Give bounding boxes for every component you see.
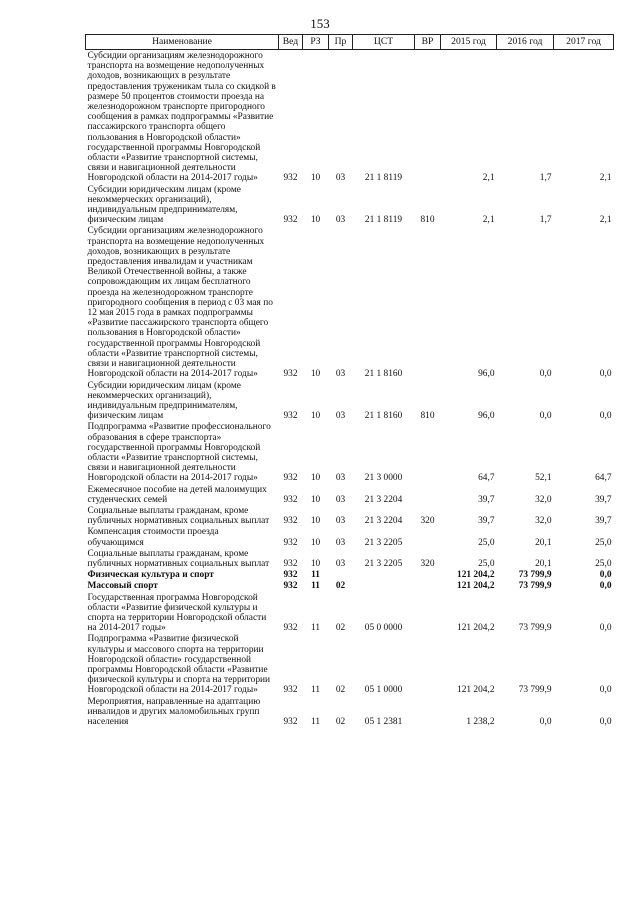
cell-pr: 03 bbox=[335, 473, 346, 484]
table-row bbox=[86, 633, 614, 695]
cell-y2017: 0,0 bbox=[599, 411, 612, 422]
header-name: Наименование bbox=[86, 35, 279, 50]
cell-vr bbox=[415, 592, 441, 634]
cell-y2016: 73 799,9 bbox=[518, 570, 552, 581]
cell-y2017: 39,7 bbox=[595, 516, 612, 527]
cell-rz: 10 bbox=[310, 473, 321, 484]
cell-y2017: 0,0 bbox=[599, 369, 612, 380]
cell-name: Субсидии организациям железнодорожного транспорта на возмещение недополученных доходов, возникающих в результате предоставления инвалидам и участникам Великой Отечественной войны, а также сопровождающим их лицам бесплатного проезда на железнодорожном транспорте пригородного сообщения в период с 03 мая по 12 мая 2015 года в рамках подпрограммы «Развитие пассажирского транспорта общего пользования в Новгородской области» государственной программы Новгородской области «Развитие транспортной системы, связи и навигационной деятельности Новгородской области на 2014-2017 годы» bbox=[87, 226, 273, 380]
cell-pr: 03 bbox=[335, 173, 346, 184]
cell-rz: 11 bbox=[310, 623, 321, 634]
cell-y2016: 20,1 bbox=[535, 558, 552, 569]
cell-name: Социальные выплаты гражданам, кроме публичных нормативных социальных выплат bbox=[87, 548, 270, 569]
cell-y2017: 0,0 bbox=[599, 570, 612, 581]
cell-y2015: 121 204,2 bbox=[457, 570, 495, 581]
cell-y2015: 2,1 bbox=[482, 173, 495, 184]
cell-vr bbox=[415, 696, 441, 728]
table-row bbox=[86, 421, 614, 483]
cell-y2016: 73 799,9 bbox=[518, 581, 552, 592]
cell-name: Компенсация стоимости проезда обучающимся bbox=[87, 527, 219, 548]
cell-vr bbox=[415, 484, 441, 505]
cell-y2015: 121 204,2 bbox=[457, 581, 495, 592]
cell-y2015: 121 204,2 bbox=[457, 623, 495, 634]
cell-name: Социальные выплаты гражданам, кроме публичных нормативных социальных выплат bbox=[87, 505, 270, 527]
cell-y2015: 64,7 bbox=[478, 473, 495, 484]
cell-vr: 810 bbox=[420, 411, 435, 422]
cell-rz: 10 bbox=[310, 537, 321, 548]
cell-rz: 11 bbox=[310, 717, 321, 727]
cell-y2017: 25,0 bbox=[595, 537, 612, 548]
table-row bbox=[86, 526, 614, 547]
cell-y2017: 39,7 bbox=[595, 494, 612, 505]
cell-cst: 21 1 8119 bbox=[364, 173, 403, 184]
cell-cst bbox=[353, 580, 415, 591]
cell-pr: 02 bbox=[335, 623, 346, 634]
cell-y2016: 52,1 bbox=[535, 473, 552, 484]
table-row bbox=[86, 50, 614, 184]
cell-rz: 10 bbox=[310, 516, 321, 527]
cell-y2017: 2,1 bbox=[599, 173, 612, 184]
cell-pr: 03 bbox=[335, 558, 346, 569]
cell-ved: 932 bbox=[283, 411, 298, 422]
cell-ved: 932 bbox=[283, 173, 298, 184]
table-header-row bbox=[86, 35, 614, 50]
cell-y2015: 96,0 bbox=[478, 369, 495, 380]
cell-y2017: 2,1 bbox=[599, 215, 612, 226]
cell-ved: 932 bbox=[283, 494, 298, 505]
cell-name: Физическая культура и спорт bbox=[87, 570, 214, 581]
cell-ved: 932 bbox=[283, 623, 298, 634]
header-2016: 2016 год bbox=[497, 35, 554, 50]
cell-ved: 932 bbox=[283, 537, 298, 548]
cell-y2016: 1,7 bbox=[539, 173, 552, 184]
cell-rz: 10 bbox=[310, 558, 321, 569]
cell-name: Мероприятия, направленные на адаптацию инвалидов и других маломобильных групп населения bbox=[87, 696, 261, 727]
cell-rz: 10 bbox=[310, 173, 321, 184]
cell-y2015: 2,1 bbox=[482, 215, 495, 226]
cell-y2016: 0,0 bbox=[539, 717, 552, 727]
cell-name: Государственная программа Новгородской области «Развитие физической культуры и спорта на территории Новгородской области на 2014-2017 годы» bbox=[87, 592, 267, 634]
cell-y2016: 32,0 bbox=[535, 494, 552, 505]
cell-pr: 03 bbox=[335, 537, 346, 548]
cell-vr: 320 bbox=[420, 516, 435, 527]
cell-pr: 03 bbox=[335, 411, 346, 422]
cell-name: Подпрограмма «Развитие профессионального образования в сфере транспорта» государственной программы Новгородской области «Развитие транспортной системы, связи и навигационной деятельности Новгородской области на 2014-2017 годы» bbox=[87, 422, 271, 484]
cell-pr: 03 bbox=[335, 369, 346, 380]
cell-cst: 21 3 2205 bbox=[364, 558, 403, 569]
cell-cst: 21 3 2204 bbox=[364, 494, 403, 505]
cell-y2016: 0,0 bbox=[539, 411, 552, 422]
cell-y2015: 39,7 bbox=[478, 494, 495, 505]
cell-y2016: 32,0 bbox=[535, 516, 552, 527]
cell-ved: 932 bbox=[283, 473, 298, 484]
header-pr: Пр bbox=[329, 35, 353, 50]
cell-pr bbox=[329, 569, 353, 580]
table-row bbox=[86, 592, 614, 634]
cell-ved: 932 bbox=[283, 685, 298, 696]
cell-vr bbox=[415, 50, 441, 184]
cell-y2015: 25,0 bbox=[478, 558, 495, 569]
table-row bbox=[86, 505, 614, 526]
cell-rz: 10 bbox=[310, 411, 321, 422]
cell-pr: 03 bbox=[335, 215, 346, 226]
header-cst: ЦСТ bbox=[353, 35, 415, 50]
cell-pr: 02 bbox=[335, 581, 346, 592]
cell-name: Субсидии юридическим лицам (кроме некоммерческих организаций), индивидуальным предпринимателям, физическим лицам bbox=[87, 184, 241, 226]
cell-y2017: 64,7 bbox=[595, 473, 612, 484]
header-ved: Вед bbox=[279, 35, 303, 50]
cell-name: Подпрограмма «Развитие физической культуры и массового спорта на территории Новгородской области» государственной программы Новгородской области «Развитие физической культуры и спорта на территории Новгородской области на 2014-2017 годы» bbox=[87, 634, 271, 696]
cell-y2015: 39,7 bbox=[478, 516, 495, 527]
cell-rz: 10 bbox=[310, 215, 321, 226]
cell-ved: 932 bbox=[283, 717, 298, 727]
table-row bbox=[86, 569, 614, 580]
cell-y2017: 0,0 bbox=[599, 685, 612, 696]
cell-vr bbox=[415, 580, 441, 591]
cell-vr bbox=[415, 225, 441, 379]
cell-y2015: 96,0 bbox=[478, 411, 495, 422]
table-row bbox=[86, 548, 614, 569]
cell-y2016: 73 799,9 bbox=[518, 623, 552, 634]
cell-cst: 21 1 8160 bbox=[364, 411, 403, 422]
cell-pr: 03 bbox=[335, 516, 346, 527]
header-2017: 2017 год bbox=[554, 35, 614, 50]
cell-y2017: 25,0 bbox=[595, 558, 612, 569]
cell-vr bbox=[415, 526, 441, 547]
cell-y2017: 0,0 bbox=[599, 623, 612, 634]
cell-vr bbox=[415, 421, 441, 483]
cell-ved: 932 bbox=[283, 581, 298, 592]
header-vr: ВР bbox=[415, 35, 441, 50]
cell-y2015: 1 238,2 bbox=[466, 717, 495, 727]
cell-cst: 05 1 2381 bbox=[364, 717, 403, 727]
cell-cst: 05 0 0000 bbox=[364, 623, 403, 634]
cell-cst: 21 3 2205 bbox=[364, 537, 403, 548]
cell-y2016: 20,1 bbox=[535, 537, 552, 548]
cell-cst: 21 1 8160 bbox=[364, 369, 403, 380]
table-row bbox=[86, 484, 614, 505]
cell-name: Субсидии юридическим лицам (кроме некоммерческих организаций), индивидуальным предпринимателям, физическим лицам bbox=[87, 380, 241, 422]
cell-y2015: 25,0 bbox=[478, 537, 495, 548]
cell-ved: 932 bbox=[283, 516, 298, 527]
table-row bbox=[86, 380, 614, 422]
cell-rz: 10 bbox=[310, 494, 321, 505]
cell-ved: 932 bbox=[283, 369, 298, 380]
cell-name: Массовый спорт bbox=[87, 581, 158, 592]
cell-y2017: 0,0 bbox=[599, 581, 612, 592]
cell-pr: 02 bbox=[335, 685, 346, 696]
cell-ved: 932 bbox=[283, 570, 298, 581]
cell-cst: 21 3 0000 bbox=[364, 473, 403, 484]
table-body bbox=[86, 50, 614, 728]
cell-rz: 11 bbox=[311, 581, 320, 592]
cell-pr: 03 bbox=[335, 494, 346, 505]
budget-table bbox=[85, 34, 614, 727]
cell-cst bbox=[353, 569, 415, 580]
cell-cst: 21 3 2204 bbox=[364, 516, 403, 527]
cell-vr: 320 bbox=[420, 558, 435, 569]
table-row bbox=[86, 225, 614, 379]
table-row bbox=[86, 580, 614, 591]
cell-name: Ежемесячное пособие на детей малоимущих студенческих семей bbox=[87, 484, 267, 505]
cell-cst: 21 1 8119 bbox=[364, 215, 403, 226]
cell-pr: 02 bbox=[335, 717, 346, 727]
cell-rz: 10 bbox=[310, 369, 321, 380]
table-row bbox=[86, 184, 614, 226]
table-row bbox=[86, 696, 614, 728]
cell-y2015: 121 204,2 bbox=[457, 685, 495, 696]
header-2015: 2015 год bbox=[441, 35, 497, 50]
cell-y2016: 0,0 bbox=[539, 369, 552, 380]
page-number: 153 bbox=[310, 16, 330, 31]
cell-y2017: 0,0 bbox=[599, 717, 612, 727]
cell-rz: 11 bbox=[311, 570, 320, 581]
cell-cst: 05 1 0000 bbox=[364, 685, 403, 696]
cell-ved: 932 bbox=[283, 215, 298, 226]
cell-vr bbox=[415, 569, 441, 580]
cell-y2016: 1,7 bbox=[539, 215, 552, 226]
cell-name: Субсидии организациям железнодорожного транспорта на возмещение недополученных доходов, возникающих в результате предоставления труженикам тыла со скидкой в размере 50 процентов стоимости проезда на железнодорожном транспорте пригородного сообщения в рамках подпрограммы «Развитие пассажирского транспорта общего пользования в Новгородской области» государственной программы Новгородской области «Развитие транспортной системы, связи и навигационной деятельности Новгородской области на 2014-2017 годы» bbox=[87, 51, 276, 184]
cell-ved: 932 bbox=[283, 558, 298, 569]
cell-y2016: 73 799,9 bbox=[518, 685, 552, 696]
cell-vr bbox=[415, 633, 441, 695]
cell-rz: 11 bbox=[310, 685, 321, 696]
cell-vr: 810 bbox=[420, 215, 435, 226]
header-rz: РЗ bbox=[303, 35, 329, 50]
